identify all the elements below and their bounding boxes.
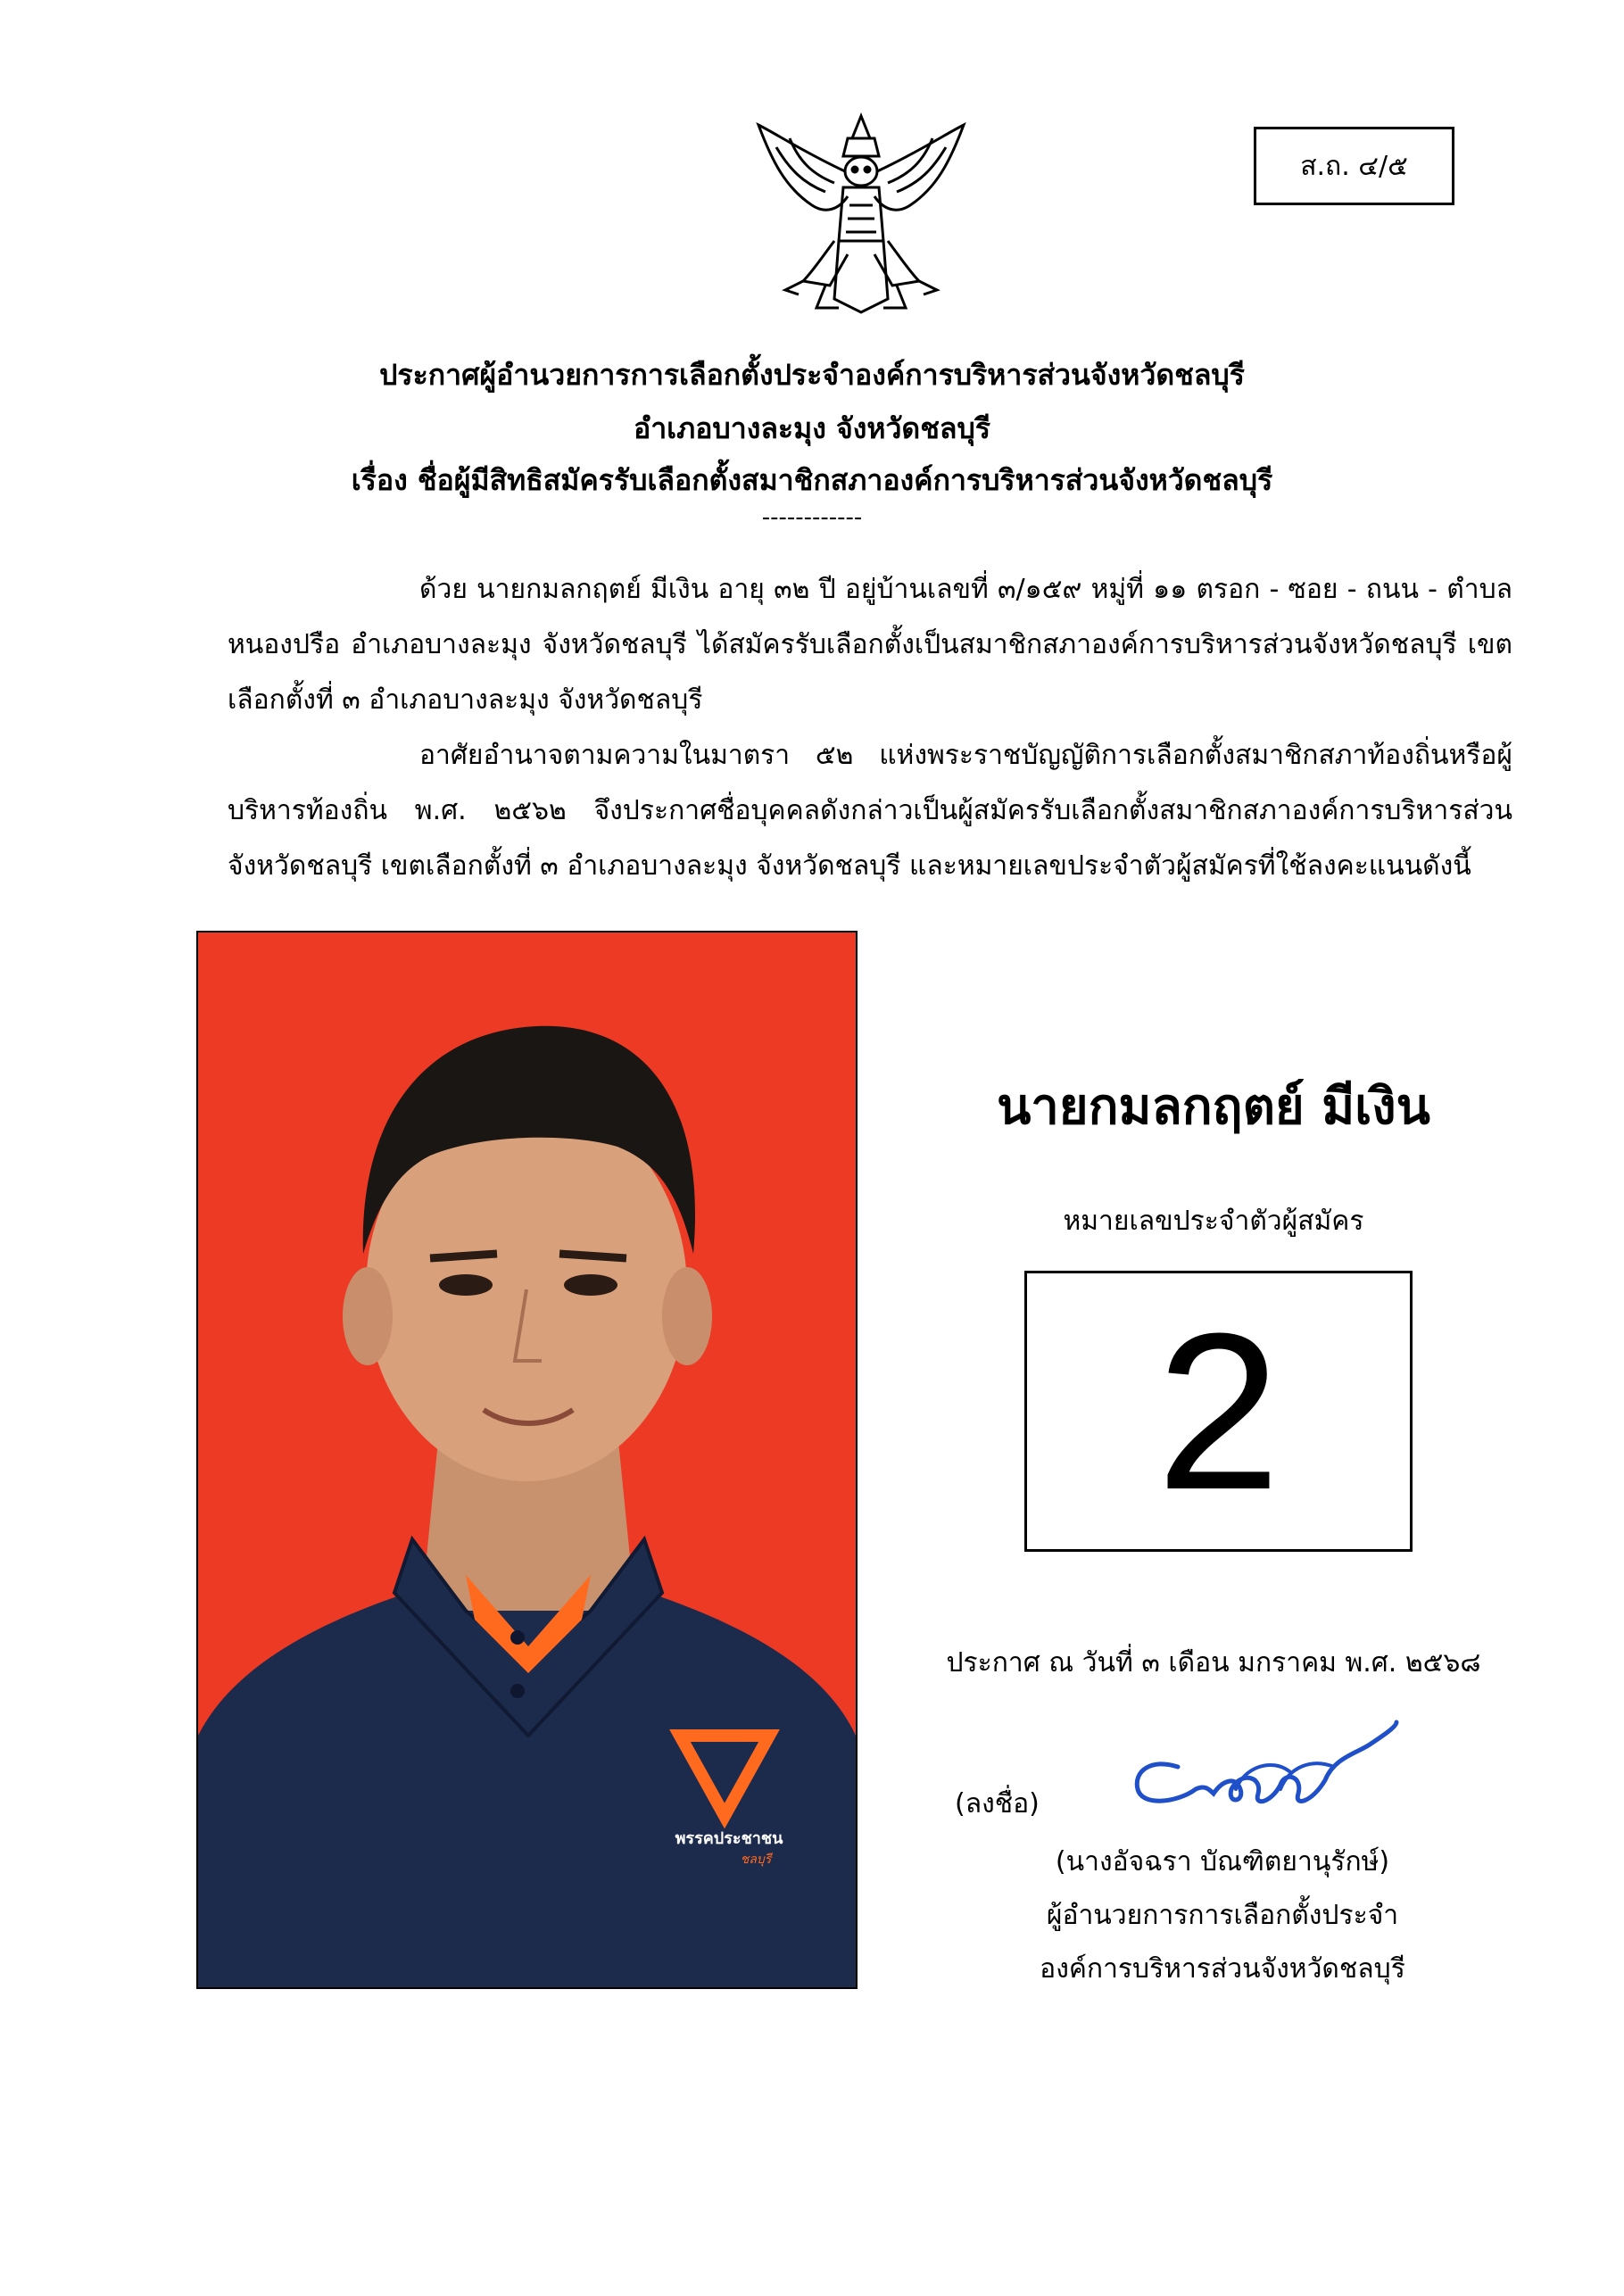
signer-name: (นางอัจฉรา บัณฑิตยานุรักษ์) xyxy=(1055,1846,1390,1877)
garuda-emblem xyxy=(750,107,973,321)
header-district: อำเภอบางละมุง จังหวัดชลบุรี xyxy=(633,411,991,445)
handwritten-signature xyxy=(1080,1704,1401,1838)
sign-label: (ลงชื่อ) xyxy=(955,1788,1040,1819)
paragraph-applicant: ด้วย นายกมลกฤตย์ มีเงิน อายุ ๓๒ ปี อยู่บ้านเลขที่ ๓/๑๕๙ หมู่ที่ ๑๑ ตรอก - ซอย - ถนน - ตำบลหนองปรือ อำเภอบางละมุง จังหวัดชลบุรี ได้สมัครรับเลือกตั้งเป็นสมาชิกสภาองค์การบริหารส่วนจังหวัดชลบุรี เขตเลือกตั้งที่ ๓ อำเภอบางละมุง จังหวัดชลบุรี xyxy=(228,574,1512,716)
party-logo-text: พรรคประชาชน xyxy=(675,1829,783,1848)
candidate-photo xyxy=(196,931,858,1989)
candidate-name: นายกมลกฤตย์ มีเงิน xyxy=(997,1078,1430,1136)
form-code-box xyxy=(1254,127,1454,205)
candidate-number-box xyxy=(1024,1271,1413,1552)
candidate-number-caption: หมายเลขประจำตัวผู้สมัคร xyxy=(1063,1206,1364,1237)
party-logo-subtext: ชลบุรี xyxy=(740,1853,772,1867)
announcement-date: ประกาศ ณ วันที่ ๓ เดือน มกราคม พ.ศ. ๒๕๖๘ xyxy=(946,1647,1481,1678)
signer-title-line2: องค์การบริหารส่วนจังหวัดชลบุรี xyxy=(1040,1953,1405,1985)
paragraph-authority: อาศัยอำนาจตามความในมาตรา ๕๒ แห่งพระราชบัญญัติการเลือกตั้งสมาชิกสภาท้องถิ่นหรือผู้บริหารท้องถิ่น พ.ศ. ๒๕๖๒ จึงประกาศชื่อบุคคลดังกล่าวเป็นผู้สมัครรับเลือกตั้งสมาชิกสภาองค์การบริหารส่วนจังหวัดชลบุรี เขตเลือกตั้งที่ ๓ อำเภอบางละมุง จังหวัดชลบุรี และหมายเลขประจำตัวผู้สมัครที่ใช้ลงคะแนนดังนี้ xyxy=(228,740,1512,882)
candidate-number: 2 xyxy=(1156,1286,1281,1536)
header-separator: ------------ xyxy=(761,504,863,531)
form-code: ส.ถ. ๔/๕ xyxy=(1300,150,1408,182)
header-title: ประกาศผู้อำนวยการการเลือกตั้งประจำองค์การบริหารส่วนจังหวัดชลบุรี xyxy=(379,358,1245,392)
header-subject: เรื่อง ชื่อผู้มีสิทธิสมัครรับเลือกตั้งสมาชิกสภาองค์การบริหารส่วนจังหวัดชลบุรี xyxy=(351,463,1273,497)
announcement-body xyxy=(228,562,1512,894)
signer-title-line1: ผู้อำนวยการการเลือกตั้งประจำ xyxy=(1046,1900,1399,1931)
